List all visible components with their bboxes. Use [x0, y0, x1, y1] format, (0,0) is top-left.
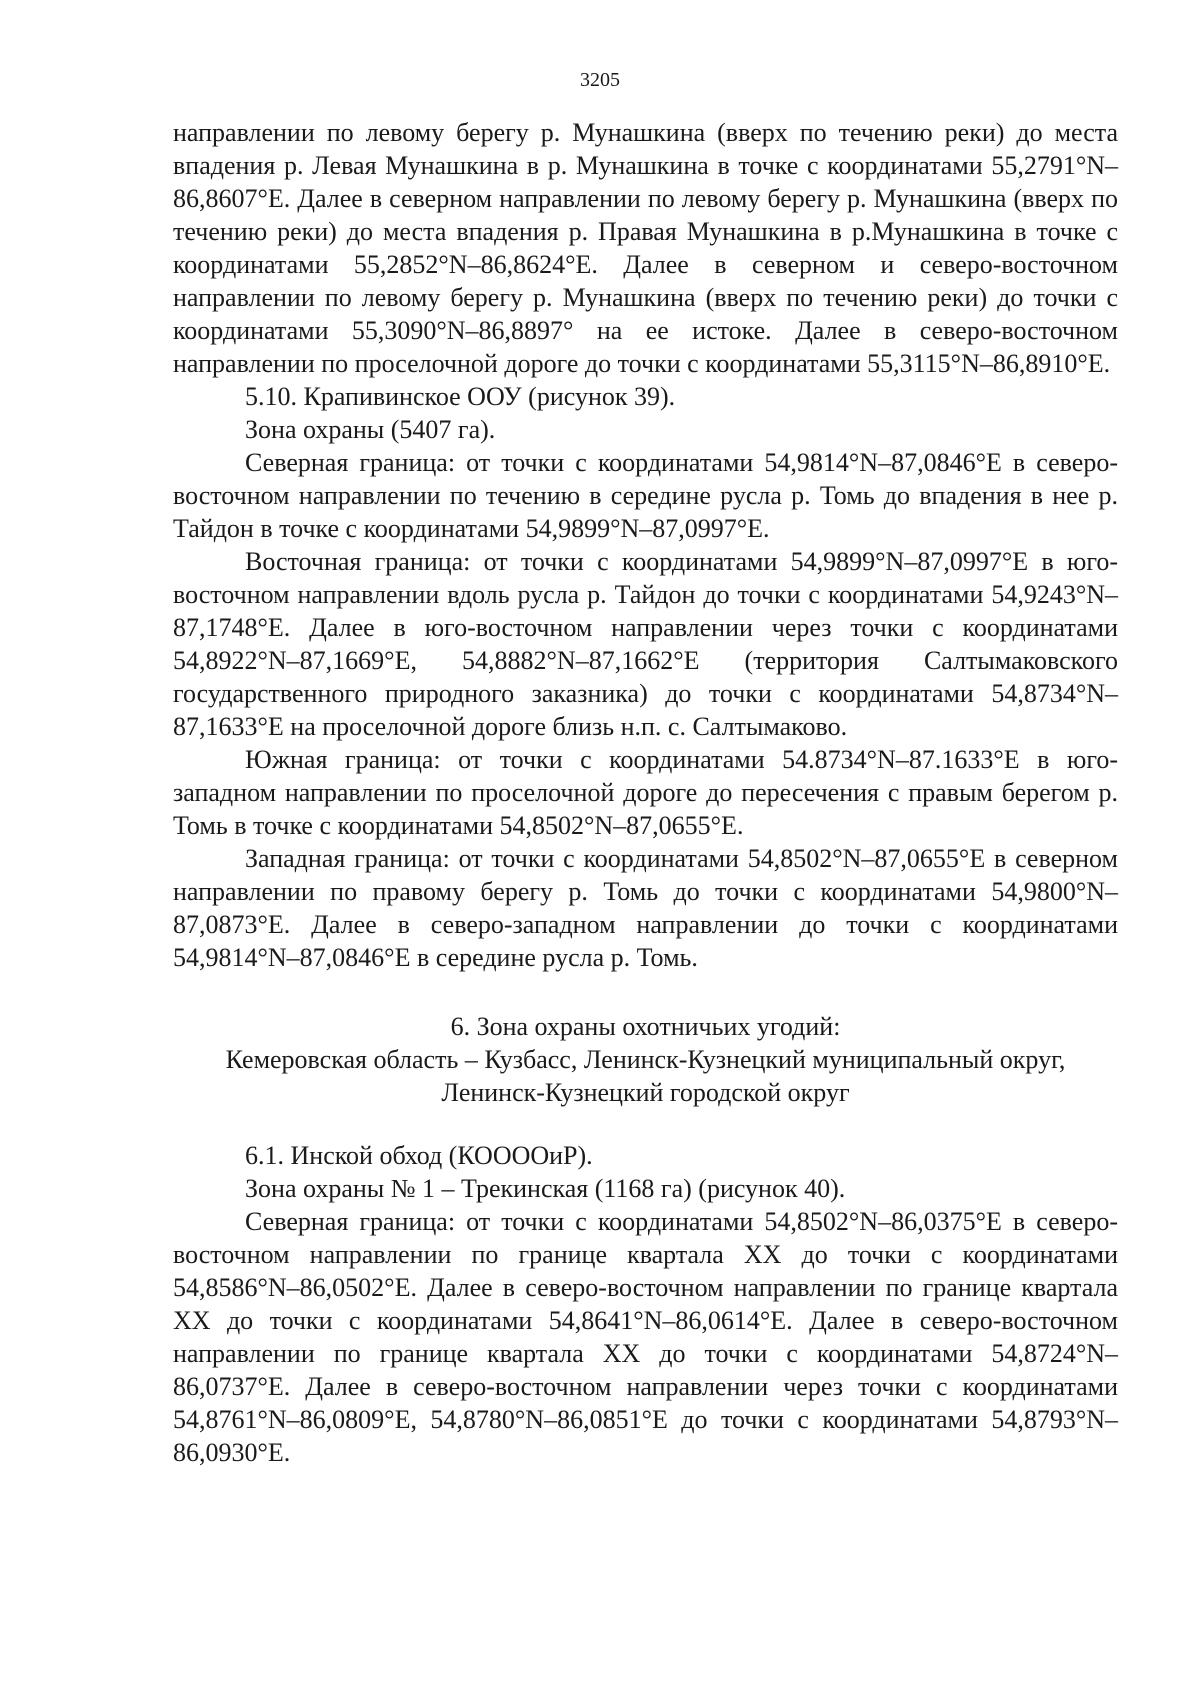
zone-title: Зона охраны (5407 га). — [245, 415, 496, 444]
subsection-title: 5.10. Крапивинское ООУ (рисунок 39). — [245, 382, 676, 411]
page-number: 3205 — [580, 69, 620, 91]
subsection-title: 6.1. Инской обход (КООООиР). — [245, 1141, 593, 1170]
paragraph-continuation: направлении по левому берегу р. Мунашкина (вверх по течению реки) до места впадения р. Левая Мунашкина в р. Мунашкина в точке с координатами 55,2791°N–86,8607°E. Далее в северном направлении по левому берегу р. Мунашкина (вверх по течению реки) до места впадения р. Правая Мунашкина в р.Мунашкина в точке с координатами 55,2852°N–86,8624°E. Далее в северном и северо-восточном направлении по левому берегу р. Мунашкина (вверх по течению реки) до точки с координатами 55,3090°N–86,8897° на ее истоке. Далее в северо-восточном направлении по проселочной дороге до точки с координатами 55,3115°N–86,8910°E. — [173, 118, 1118, 378]
paragraph-south-border: Южная граница: от точки с координатами 54.8734°N–87.1633°E в юго-западном направлении по проселочной дороге до пересечения с правым берегом р. Томь в точке с координатами 54,8502°N–87,0655°E. — [173, 745, 1118, 840]
paragraph-north-border: Северная граница: от точки с координатами 54,8502°N–86,0375°E в северо-восточном направлении по границе квартала XX до точки с координатами 54,8586°N–86,0502°E. Далее в северо-восточном направлении по границе квартала XX до точки с координатами 54,8641°N–86,0614°E. Далее в северо-восточном направлении по границе квартала XX до точки с координатами 54,8724°N–86,0737°E. Далее в северо-восточном направлении через точки с координатами 54,8761°N–86,0809°E, 54,8780°N–86,0851°E до точки с координатами 54,8793°N–86,0930°E. — [173, 1207, 1118, 1467]
section-heading — [173, 1010, 1118, 1109]
section-heading-line: Ленинск-Кузнецкий городской округ — [441, 1078, 850, 1107]
paragraph-north-border: Северная граница: от точки с координатами 54,9814°N–87,0846°E в северо-восточном направлении по течению в середине русла р. Томь до впадения в нее р. Тайдон в точке с координатами 54,9899°N–87,0997°E. — [173, 448, 1118, 543]
section-heading-line: 6. Зона охраны охотничьих угодий: — [450, 1012, 841, 1041]
section-gap — [173, 974, 1118, 1010]
section-heading-line: Кемеровская область – Кузбасс, Ленинск-Кузнецкий муниципальный округ, — [225, 1045, 1066, 1074]
paragraph-west-border: Западная граница: от точки с координатами 54,8502°N–87,0655°E в северном направлении по правому берегу р. Томь до точки с координатами 54,9800°N–87,0873°E. Далее в северо-западном направлении до точки с координатами 54,9814°N–87,0846°E в середине русла р. Томь. — [173, 844, 1118, 972]
section-gap — [173, 1109, 1118, 1139]
document-body — [173, 116, 1118, 1469]
zone-title: Зона охраны № 1 – Трекинская (1168 га) (рисунок 40). — [245, 1174, 846, 1203]
paragraph-east-border: Восточная граница: от точки с координатами 54,9899°N–87,0997°E в юго-восточном направлении вдоль русла р. Тайдон до точки с координатами 54,9243°N–87,1748°E. Далее в юго-восточном направлении через точки с координатами 54,8922°N–87,1669°E, 54,8882°N–87,1662°E (территория Салтымаковского государственного природного заказника) до точки с координатами 54,8734°N–87,1633°E на проселочной дороге близь н.п. с. Салтымаково. — [173, 547, 1118, 741]
